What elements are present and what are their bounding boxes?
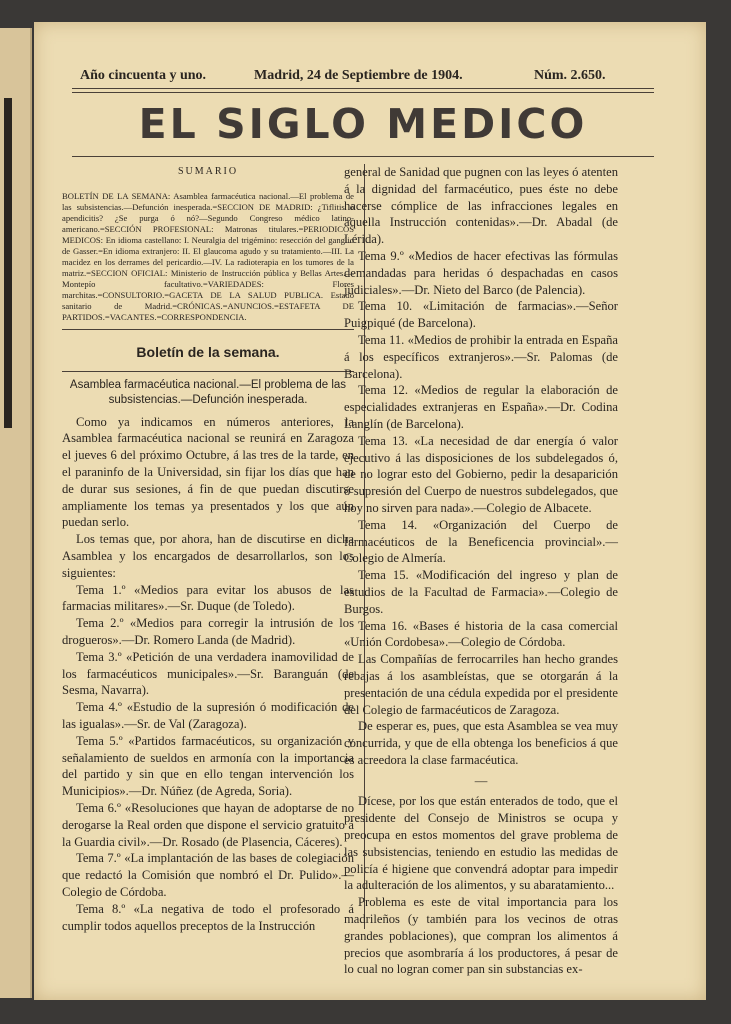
header-number: Núm. 2.650. — [534, 68, 606, 83]
tema-paragraph: Tema 1.º «Medios para evitar los abusos de las farmacias militares».—Sr. Duque (de Toledo). — [62, 582, 354, 614]
tema-paragraph: Tema 8.º «La negativa de todo el profesorado á cumplir todos aquellos preceptos de la Instrucción — [62, 901, 354, 933]
tema-paragraph: Tema 9.º «Medios de hacer efectivas las fórmulas demandadas para heridas ó despachadas en casos judiciales».—Dr. Nieto del Barco (de Palencia). — [344, 248, 618, 297]
section-divider — [62, 329, 354, 330]
right-column — [344, 164, 618, 978]
article-paragraph: Los temas que, por ahora, han de discutirse en dicha Asamblea y los encargados de desarrollarlos, son los siguientes: — [62, 532, 354, 580]
tema-paragraph: Tema 3.º «Petición de una verdadera inamovilidad de los farmacéuticos municipales».—Sr. Baranguán (de Sesma, Navarra). — [62, 649, 354, 698]
article-paragraph: Como ya indicamos en números anteriores, la Asamblea farmacéutica nacional se reunirá en Zaragoza el jueves 6 del próximo Octubre, á las tres de la tarde, en el paraninfo de la Universidad, sin fijar los días que han de durar sus sesiones, á fin de que puedan discutirse ampliamente los temas ya presentados y los que aún puedan serlo. — [62, 414, 354, 530]
newspaper-page — [34, 22, 706, 1000]
masthead-rule — [72, 156, 654, 157]
section-divider-2 — [62, 371, 354, 372]
article-paragraph: Dícese, por los que están enterados de todo, que el presidente del Consejo de Ministros se ocupa y preocupa en estos momentos del grave problema de las subsistencias, teniendo en estudio las medidas de policía é higiene que convendrá adoptar para impedir la adulteración de los alimentos, y su abaratamiento... — [344, 794, 618, 893]
article-paragraph: De esperar es, pues, que esta Asamblea se vea muy concurrida, y que de ella obtenga los beneficios á que es acreedora la clase farmacéutica. — [344, 719, 618, 767]
tema-paragraph: Tema 2.º «Medios para corregir la intrusión de los drogueros».—Dr. Romero Landa (de Madrid). — [62, 616, 354, 647]
article-paragraph: general de Sanidad que pugnen con las leyes ó atenten á la dignidad del farmacéutico, pues éste no debe hacerse cómplice de las infracciones legales en aquella Instrucción contenidas».—Dr. Abadal (de Lérida). — [344, 165, 618, 247]
left-column — [62, 164, 354, 934]
header-date: Madrid, 24 de Septiembre de 1904. — [254, 68, 463, 83]
header-rule-2 — [72, 92, 654, 93]
masthead-title: EL SIGLO MEDICO — [138, 100, 588, 148]
tema-paragraph: Tema 6.º «Resoluciones que hayan de adoptarse de no derogarse la Real orden que dispone el servicio gratuito á la Guardia civil».—Dr. Rosado (de Plasencia, Cáceres). — [62, 800, 354, 849]
tema-paragraph: Tema 15. «Modificación del ingreso y plan de estudios de la Facultad de Farmacia».—Colegio de Burgos. — [344, 568, 618, 616]
article-paragraph: Las Compañías de ferrocarriles han hecho grandes rebajas á los asambleístas, que se otorgarán á la presentación de una cédula expedida por el presidente del Colegio de farmacéuticos de Zaragoza. — [344, 652, 618, 717]
boletin-subheading: Asamblea farmacéutica nacional.—El problema de las subsistencias.—Defunción inesperada. — [69, 378, 347, 406]
boletin-heading: Boletín de la semana. — [136, 343, 280, 360]
section-separator: — — [474, 773, 488, 788]
tema-paragraph: Tema 11. «Medios de prohibir la entrada en España á los específicos extranjeros».—Sr. Palomas (de Barcelona). — [344, 332, 618, 381]
previous-page-print — [4, 98, 12, 428]
tema-paragraph: Tema 7.º «La implantación de las bases de colegiación que redactó la Comisión que nombró el Dr. Pulido».—Colegio de Córdoba. — [62, 851, 354, 899]
header-rule — [72, 88, 654, 89]
tema-paragraph: Tema 12. «Medios de regular la elaboración de especialidades extranjeras en España».—Dr. Codina Langlín (de Barcelona). — [344, 383, 618, 431]
sumario-text: BOLETÍN DE LA SEMANA: Asamblea farmacéutica nacional.—El problema de las subsistencias.—Defunción inesperada.=SECCION DE MADRID: ¿Tiflitis ó apendicitis? ¿Se purga ó nó?—Segundo Congreso médico latino-americano.=SECCIÓN PROFESIONAL: Matronas titulares.=PERIODICOS MEDICOS: En idioma castellano: I. Neuralgia del trigémino: resección del ganglio de Gasser.=En idioma extranjero: II. El glaucoma agudo y su tratamiento.—III. La macidez en los derrames del pericardio.—IV. La radioterapia en los tumores de la matriz.=SECCION OFICIAL: Ministerio de Instrucción pública y Bellas Artes.—Montepío facultativo.=VARIEDADES: Flores marchitas.=CONSULTORIO.=GACETA DE LA SALUD PUBLICA. Estado sanitario de Madrid.=CRÓNICAS.=ANUNCIOS.=ESTAFETA DE PARTIDOS.=VACANTES.=CORRESPONDENCIA. — [62, 190, 354, 322]
previous-page-edge — [0, 28, 32, 998]
header-year: Año cincuenta y uno. — [80, 68, 207, 83]
tema-paragraph: Tema 13. «La necesidad de dar energía ó valor ejecutivo á las disposiciones de los subdelegados ó, de no lograr esto del Gobierno, pedir la desaparición ó supresión del Cuerpo de nuestros subdelegados, que hoy no sirven para nada».—Colegio de Albacete. — [344, 433, 618, 515]
tema-paragraph: Tema 4.º «Estudio de la supresión ó modificación de las igualas».—Sr. de Val (Zaragoza). — [62, 700, 354, 731]
tema-paragraph: Tema 10. «Limitación de farmacias».—Señor Puigpiqué (de Barcelona). — [344, 299, 618, 331]
article-paragraph: Problema es este de vital importancia para los madrileños (y también para los vecinos de otras grandes poblaciones), que compran los alimentos á precios que asombraría á los productores, á pesar de lo cual no logran comer pan sin substancias ex- — [344, 895, 618, 977]
tema-paragraph: Tema 14. «Organización del Cuerpo de farmacéuticos de la Beneficencia provincial».—Colegio de Almería. — [344, 517, 618, 566]
sumario-heading: SUMARIO — [177, 166, 239, 177]
tema-paragraph: Tema 16. «Bases é historia de la casa comercial «Unión Cordobesa».—Colegio de Córdoba. — [344, 618, 618, 650]
tema-paragraph: Tema 5.º «Partidos farmacéuticos, su organización y señalamiento de sueldos en armonía con la importancia del partido y sin que en ello tengan intervención los Municipios».—Dr. Núñez (de Agreda, Soria). — [62, 733, 354, 799]
